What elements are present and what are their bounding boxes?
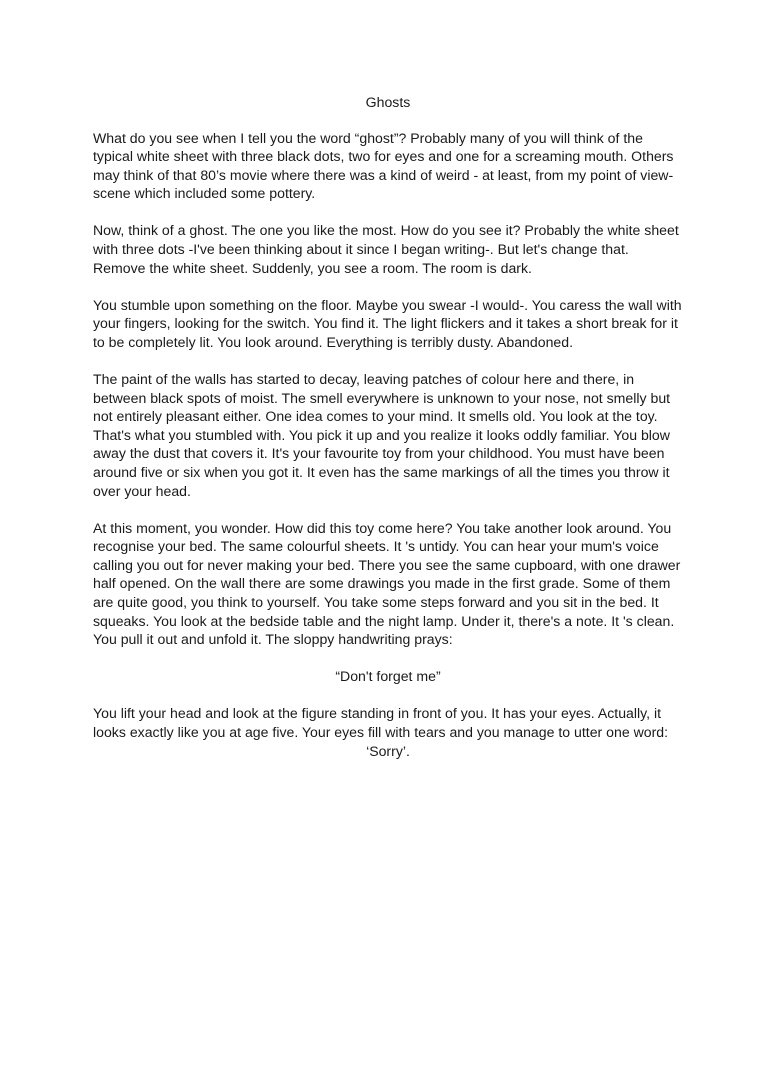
note-text: “Don't forget me” (335, 668, 441, 685)
paragraph-5: At this moment, you wonder. How did this toy come here? You take another look around. You recognise your bed. The same colourful sheets. It 's untidy. You can hear your mum's voice calling you out for never making your bed. There you see the same cupboard, with one drawer half opened. On the wall there are some drawings you made in the first grade. Some of them are quite good, you think to yourself. You take some steps forward and you sit in the bed. It squeaks. You look at the bedside table and the night lamp. Under it, there's a note. It 's clean. You pull it out and unfold it. The sloppy handwriting prays: (93, 519, 681, 648)
document-title: Ghosts (365, 94, 411, 110)
final-paragraph: You lift your head and look at the figure standing in front of you. It has your eyes. Actually, it looks exactly like you at age five. Your eyes fill with tears and you manage to utter one word: (93, 705, 669, 741)
document-body (93, 93, 683, 760)
paragraph-3: You stumble upon something on the floor. Maybe you swear -I would-. You caress the wall with your fingers, looking for the switch. You find it. The light flickers and it takes a short break for it to be completely lit. You look around. Everything is terribly dusty. Abandoned. (93, 296, 682, 350)
paragraph-1: What do you see when I tell you the word “ghost”? Probably many of you will think of the typical white sheet with three black dots, two for eyes and one for a screaming mouth. Others may think of that 80’s movie where there was a kind of weird - at least, from my point of view- scene which included some pottery. (93, 129, 674, 202)
paragraph-2: Now, think of a ghost. The one you like the most. How do you see it? Probably the white sheet with three dots -I've been thinking about it since I began writing-. But let's change that. Remove the white sheet. Suddenly, you see a room. The room is dark. (93, 222, 679, 276)
paragraph-4: The paint of the walls has started to decay, leaving patches of colour here and there, in between black spots of moist. The smell everywhere is unknown to your nose, not smelly but not entirely pleasant either. One idea comes to your mind. It smells old. You look at the toy. That's what you stumbled with. You pick it up and you realize it looks oddly familiar. You blow away the dust that covers it. It's your favourite toy from your childhood. You must have been around five or six when you got it. It even has the same markings of all the times you throw it over your head. (93, 371, 671, 499)
final-word: ‘Sorry’. (366, 742, 410, 759)
